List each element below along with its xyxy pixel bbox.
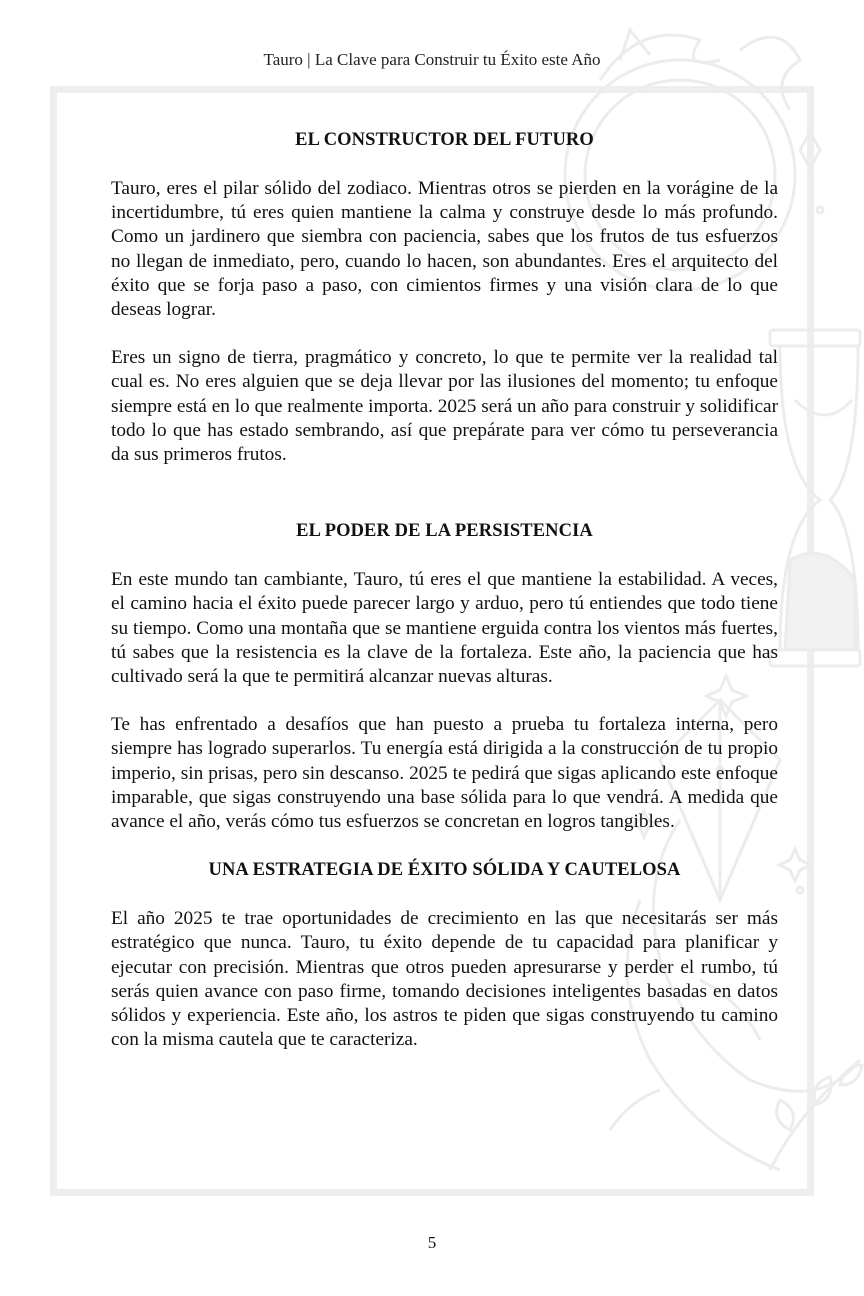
body-paragraph: Tauro, eres el pilar sólido del zodiaco. Mientras otros se pierden en la vorágine de la incertidumbre, tú eres quien mantiene la calma y construye desde lo más profundo. Como un jardinero que siembra con paciencia, sabes que los frutos de tus esfuerzos no llegan de inmediato, pero, cuando lo hacen, son abundantes. Eres el arquitecto del éxito que se forja paso a paso, con cimientos firmes y una visión clara de lo que deseas lograr. bbox=[111, 178, 778, 321]
section-heading: EL PODER DE LA PERSISTENCIA bbox=[296, 521, 593, 542]
body-paragraph: En este mundo tan cambiante, Tauro, tú eres el que mantiene la estabilidad. A veces, el camino hacia el éxito puede parecer largo y arduo, pero tú entiendes que todo tiene su tiempo. Como una montaña que se mantiene erguida contra los vientos más fuertes, tú sabes que la resistencia es la clave de la fortaleza. Este año, la paciencia que has cultivado será la que te permitirá alcanzar nuevas alturas. bbox=[111, 569, 778, 688]
body-paragraph: Eres un signo de tierra, pragmático y concreto, lo que te permite ver la realidad tal cual es. No eres alguien que se deja llevar por las ilusiones del momento; tu enfoque siempre está en lo que realmente importa. 2025 será un año para construir y solidificar todo lo que has estado sembrando, así que prepárate para ver cómo tu perseverancia da sus primeros frutos. bbox=[111, 347, 778, 466]
section-heading: UNA ESTRATEGIA DE ÉXITO SÓLIDA Y CAUTELOSA bbox=[208, 860, 681, 881]
hourglass-illustration bbox=[770, 330, 860, 666]
page-number: 5 bbox=[427, 1233, 437, 1252]
main-content bbox=[111, 126, 778, 1052]
section-heading: EL CONSTRUCTOR DEL FUTURO bbox=[295, 130, 594, 150]
running-header: Tauro | La Clave para Construir tu Éxito este Año bbox=[263, 50, 601, 69]
body-paragraph: Te has enfrentado a desafíos que han puesto a prueba tu fortaleza interna, pero siempre has logrado superarlos. Tu energía está dirigida a la construcción de tu propio imperio, sin prisas, pero sin descanso. 2025 te pedirá que sigas aplicando este enfoque imparable, que sigas construyendo una base sólida para lo que vendrá. A medida que avance el año, verás cómo tus esfuerzos se concretan en logros tangibles. bbox=[111, 714, 778, 833]
body-paragraph: El año 2025 te trae oportunidades de crecimiento en las que necesitarás ser más estratégico que nunca. Tauro, tu éxito depende de tu capacidad para planificar y ejecutar con precisión. Mientras que otros pueden apresurarse y perder el rumbo, tú serás quien avance con paso firme, tomando decisiones inteligentes basadas en datos sólidos y experiencia. Este año, los astros te piden que sigas construyendo tu camino con la misma cautela que te caracteriza. bbox=[111, 908, 778, 1051]
leaves-decoration bbox=[610, 1060, 862, 1170]
